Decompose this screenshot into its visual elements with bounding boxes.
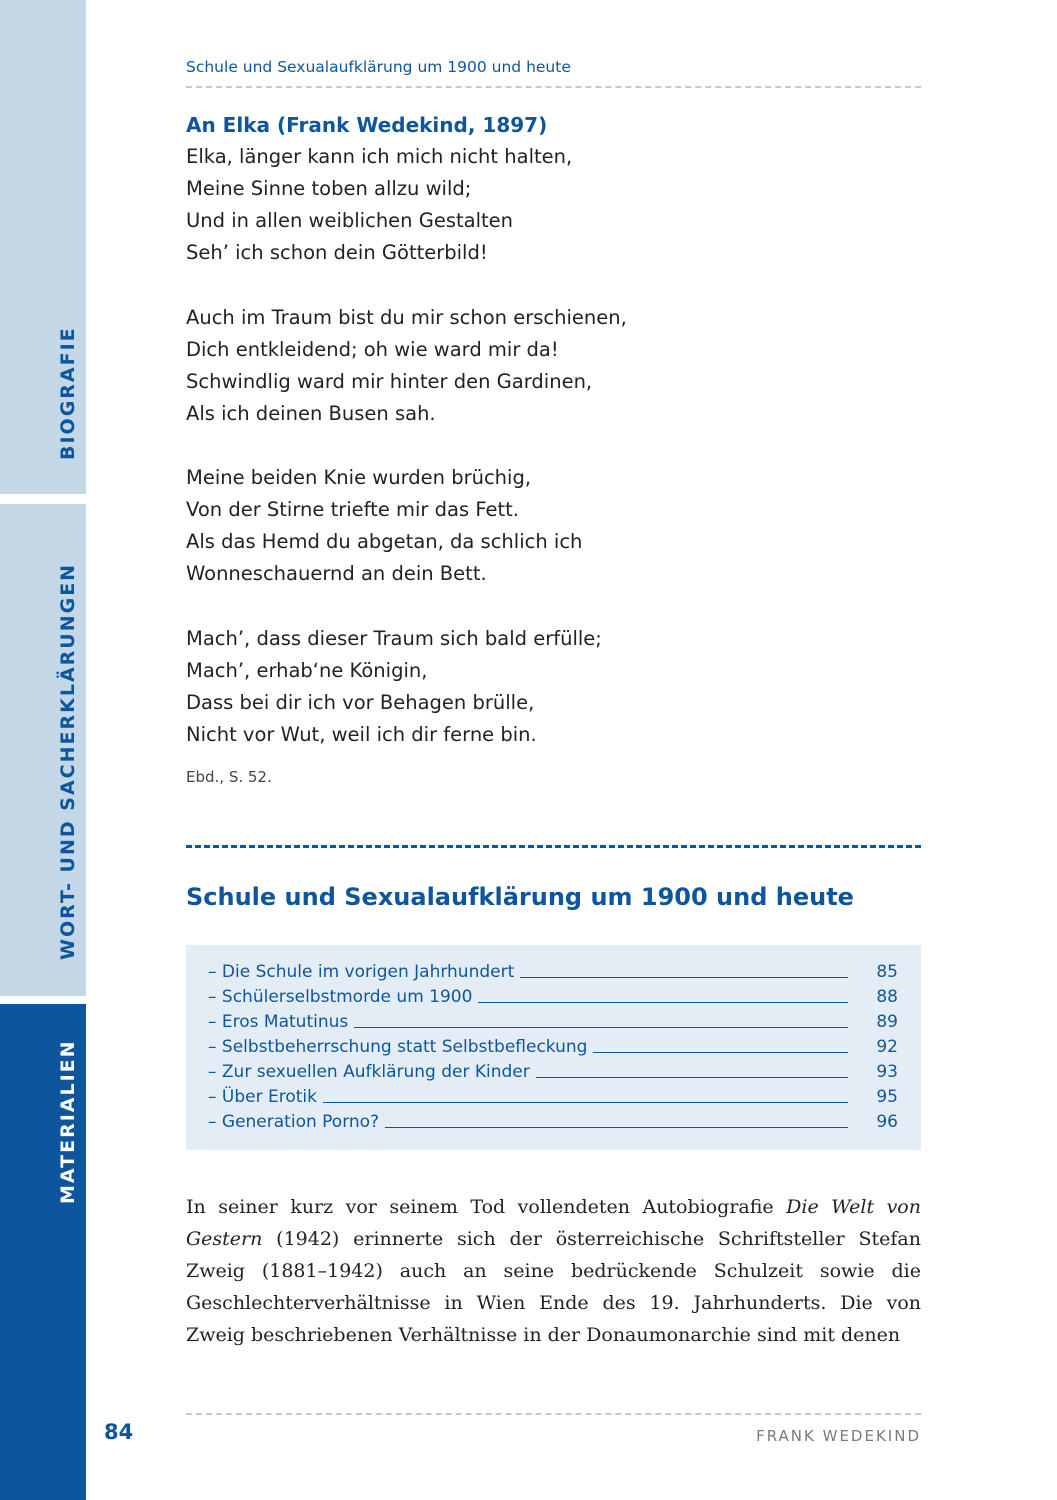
poem-line: Von der Stirne triefte mir das Fett.: [186, 498, 519, 521]
poem-line: Schwindlig ward mir hinter den Gardinen,: [186, 370, 593, 393]
page-number: 84: [104, 1420, 134, 1444]
poem-stanza-3: [186, 462, 582, 590]
toc-item[interactable]: [208, 984, 898, 1009]
toc-item-label: – Generation Porno?: [208, 1111, 380, 1132]
body-text-part2: (1942) erinnerte sich der österreichische Schriftsteller Stefan Zweig (1881–1942) auch an seine bedrückende Schulzeit sowie die Geschlechterverhältnisse in Wien Ende des 19. Jahrhunderts. Die von Zweig beschriebenen Verhältnisse in der Donaumonarchie sind mit denen: [186, 1228, 921, 1346]
toc-leader-line: [536, 1077, 848, 1078]
poem-line: Als ich deinen Busen sah.: [186, 402, 436, 425]
poem-line: Nicht vor Wut, weil ich dir ferne bin.: [186, 723, 537, 746]
poem-line: Als das Hemd du abgetan, da schlich ich: [186, 530, 583, 553]
body-text-part1: In seiner kurz vor seinem Tod vollendeten Autobiografie: [186, 1196, 787, 1218]
poem-line: Dass bei dir ich vor Behagen brülle,: [186, 691, 535, 714]
running-head: Schule und Sexualaufklärung um 1900 und heute: [186, 58, 571, 76]
poem-line: Elka, länger kann ich mich nicht halten,: [186, 145, 573, 168]
header-divider: [186, 86, 921, 88]
toc-item-label: – Zur sexuellen Aufklärung der Kinder: [208, 1061, 530, 1082]
toc-item-label: – Eros Matutinus: [208, 1011, 349, 1032]
toc-leader-line: [385, 1127, 848, 1128]
body-paragraph: [186, 1191, 921, 1351]
toc-leader-line: [593, 1052, 848, 1053]
toc-item-page: 96: [876, 1111, 898, 1132]
poem-line: Und in allen weiblichen Gestalten: [186, 209, 514, 232]
toc-item-page: 85: [876, 961, 898, 982]
poem-line: Meine beiden Knie wurden brüchig,: [186, 466, 532, 489]
toc-leader-line: [323, 1102, 848, 1103]
toc-item[interactable]: [208, 1059, 898, 1084]
toc-item[interactable]: [208, 1109, 898, 1134]
toc-leader-line: [478, 1002, 848, 1003]
section-heading: Schule und Sexualaufklärung um 1900 und heute: [186, 883, 854, 911]
poem-line: Auch im Traum bist du mir schon erschienen,: [186, 306, 627, 329]
toc-item-page: 89: [876, 1011, 898, 1032]
toc-item[interactable]: [208, 1009, 898, 1034]
poem-stanza-2: [186, 302, 627, 430]
poem-title: An Elka (Frank Wedekind, 1897): [186, 113, 548, 137]
toc-item-page: 92: [876, 1036, 898, 1057]
poem-line: Seh’ ich schon dein Götterbild!: [186, 241, 488, 264]
toc-item-page: 88: [876, 986, 898, 1007]
poem-line: Meine Sinne toben allzu wild;: [186, 177, 472, 200]
toc-item-label: – Die Schule im vorigen Jahrhundert: [208, 961, 515, 982]
toc-item-page: 93: [876, 1061, 898, 1082]
poem-stanza-1: [186, 141, 572, 269]
footer-divider: [186, 1413, 921, 1415]
book-title: Die Welt von Gestern: [186, 1196, 921, 1250]
tab-wort-und-sacherklaerungen[interactable]: [0, 504, 86, 996]
tab-materialien-label: MATERIALIEN: [57, 1039, 79, 1204]
tab-biografie[interactable]: [0, 0, 86, 494]
side-tabs: [0, 0, 86, 1500]
toc-leader-line: [520, 977, 848, 978]
footer-author: FRANK WEDEKIND: [756, 1427, 921, 1445]
toc-leader-line: [354, 1027, 848, 1028]
toc-item-label: – Schülerselbstmorde um 1900: [208, 986, 473, 1007]
poem-line: Wonneschauernd an dein Bett.: [186, 562, 487, 585]
poem-line: Mach’, dass dieser Traum sich bald erfülle;: [186, 627, 602, 650]
toc-item[interactable]: [208, 1034, 898, 1059]
section-divider: [186, 845, 921, 848]
toc-item[interactable]: [208, 1084, 898, 1109]
poem-line: Mach’, erhab‘ne Königin,: [186, 659, 428, 682]
poem-source: Ebd., S. 52.: [186, 768, 272, 786]
toc-item-label: – Selbstbeherrschung statt Selbstbefleckung: [208, 1036, 588, 1057]
toc-box: [186, 945, 921, 1150]
toc-item-label: – Über Erotik: [208, 1086, 317, 1107]
toc-item[interactable]: [208, 959, 898, 984]
tab-biografie-label: BIOGRAFIE: [57, 326, 79, 460]
tab-materialien[interactable]: [0, 1004, 86, 1500]
poem-line: Dich entkleidend; oh wie ward mir da!: [186, 338, 559, 361]
tab-wort-und-sacherklaerungen-label: WORT- UND SACHERKLÄRUNGEN: [57, 562, 79, 960]
toc-item-page: 95: [876, 1086, 898, 1107]
poem-stanza-4: [186, 623, 602, 751]
